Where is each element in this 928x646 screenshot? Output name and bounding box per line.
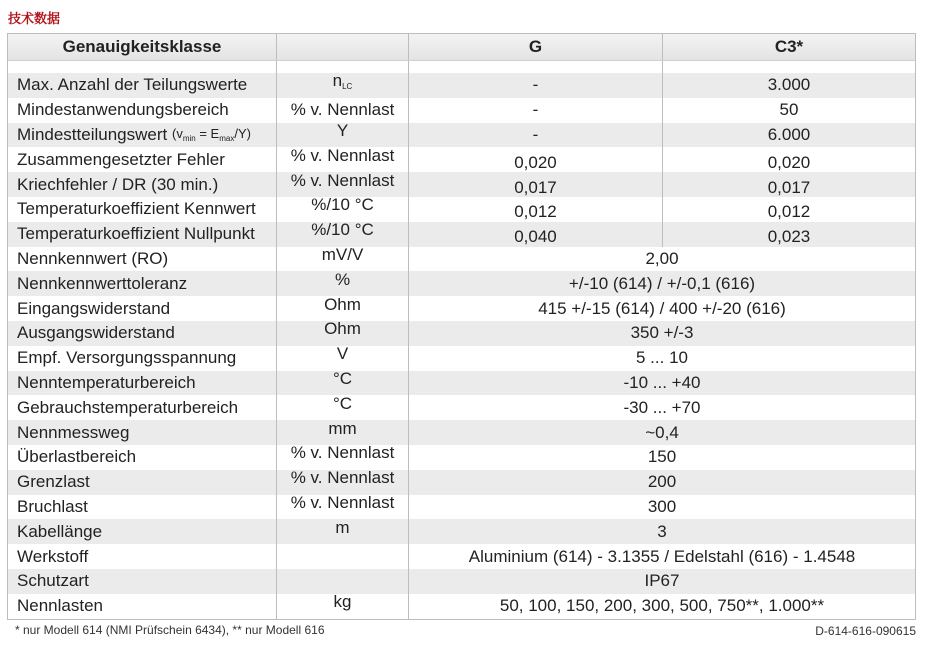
row-value: 5 ... 10 [636, 348, 688, 368]
table-row [8, 594, 915, 619]
row-unit: % v. Nennlast [277, 98, 409, 123]
row-label: Schutzart [8, 569, 277, 594]
row-value-c3: 0,020 [767, 152, 811, 172]
table-row [8, 420, 915, 445]
row-label: Temperaturkoeffizient Kennwert [8, 197, 277, 222]
row-unit: °C [277, 371, 409, 396]
row-label: Nennlasten [8, 594, 277, 619]
row-label: Bruchlast [8, 495, 277, 520]
row-label: Eingangswiderstand [8, 296, 277, 321]
row-unit: Y [277, 123, 409, 148]
row-value-c3: 0,023 [767, 227, 811, 247]
table-row [8, 368, 915, 396]
table-row [8, 569, 915, 594]
row-unit: m [277, 519, 409, 544]
row-value: 300 [647, 496, 677, 516]
row-label: Kriechfehler / DR (30 min.) [8, 172, 277, 197]
footnote: * nur Modell 614 (NMI Prüfschein 6434), ** nur Modell 616 [15, 623, 325, 637]
table-row [8, 244, 915, 272]
table-row [8, 271, 915, 296]
row-label: Mindestteilungswert $(v_{min} = E_{max}/Y)$ [8, 123, 277, 148]
table-row [8, 222, 915, 247]
row-value: 2,00 [645, 248, 679, 268]
row-value: -10 ... +40 [623, 372, 701, 392]
row-unit: % v. Nennlast [277, 172, 409, 197]
table-row [8, 519, 915, 544]
row-value: 415 +/-15 (614) / 400 +/-20 (616) [538, 298, 786, 318]
row-label: Temperaturkoeffizient Nullpunkt [8, 222, 277, 247]
row-unit: % [277, 271, 409, 296]
row-value: -30 ... +70 [623, 397, 701, 417]
row-unit [277, 569, 409, 594]
row-value: Aluminium (614) - 3.1355 / Edelstahl (616) - 1.4548 [468, 546, 856, 566]
row-value-c3: 6.000 [767, 124, 811, 144]
row-unit: $n_{LC}$ [277, 73, 409, 98]
row-value-g: - [409, 73, 663, 98]
table-row [8, 98, 915, 123]
row-label: Empf. Versorgungsspannung [8, 346, 277, 371]
table-row [8, 445, 915, 470]
header-accuracy-class: Genauigkeitsklasse [8, 34, 277, 60]
row-unit: °C [277, 395, 409, 420]
table-row [8, 120, 915, 148]
table-row [8, 172, 915, 197]
row-label: Nennkennwert (RO) [8, 247, 277, 272]
row-unit: % v. Nennlast [277, 147, 409, 172]
row-value-g: 0,012 [409, 197, 663, 222]
header-class-c3: C3* [774, 37, 804, 56]
section-title: 技术数据 [8, 12, 61, 27]
row-unit: mm [277, 420, 409, 445]
table-row [8, 296, 915, 321]
header-class-g: G [409, 34, 663, 60]
table-row [8, 197, 915, 222]
table-row [8, 395, 915, 420]
row-label: Nenntemperaturbereich [8, 371, 277, 396]
header-unit [277, 34, 409, 60]
row-value-g: 0,017 [409, 172, 663, 197]
row-unit [277, 544, 409, 569]
row-value-g: - [409, 123, 663, 148]
row-value: 50, 100, 150, 200, 300, 500, 750**, 1.000** [499, 596, 825, 616]
row-unit: % v. Nennlast [277, 495, 409, 520]
row-value: +/-10 (614) / +/-0,1 (616) [568, 273, 756, 293]
row-value: ~0,4 [645, 422, 679, 442]
header-spacer [8, 61, 915, 73]
table-row [8, 346, 915, 371]
row-value: 3 [657, 521, 667, 541]
row-value-c3: 50 [779, 100, 799, 120]
row-label: Nennkennwerttoleranz [8, 271, 277, 296]
row-value-g: - [409, 98, 663, 123]
row-label: Mindestanwendungsbereich [8, 98, 277, 123]
spec-table [7, 33, 916, 620]
row-unit: % v. Nennlast [277, 445, 409, 470]
row-unit: %/10 °C [277, 197, 409, 222]
row-label: Ausgangswiderstand [8, 321, 277, 346]
row-label: Zusammengesetzter Fehler [8, 147, 277, 172]
table-row [8, 470, 915, 495]
row-value-c3: 0,017 [767, 177, 811, 197]
table-row [8, 492, 915, 520]
row-value: 350 +/-3 [630, 323, 694, 343]
row-unit: Ohm [277, 321, 409, 346]
table-row [8, 147, 915, 172]
row-label: Nennmessweg [8, 420, 277, 445]
row-value-c3: 0,012 [767, 202, 811, 222]
row-value-g: 0,040 [409, 222, 663, 247]
table-header [8, 34, 915, 61]
table-row [8, 73, 915, 98]
row-value: 150 [647, 447, 677, 467]
row-label: Max. Anzahl der Teilungswerte [8, 73, 277, 98]
row-value: IP67 [644, 571, 680, 591]
row-value: 200 [647, 472, 677, 492]
row-label: Grenzlast [8, 470, 277, 495]
row-value-g: 0,020 [409, 147, 663, 172]
row-value-c3: 3.000 [767, 75, 811, 95]
row-label: Werkstoff [8, 544, 277, 569]
row-unit: V [277, 346, 409, 371]
row-unit: % v. Nennlast [277, 470, 409, 495]
row-label: Überlastbereich [8, 445, 277, 470]
table-row [8, 544, 915, 569]
table-row [8, 321, 915, 346]
row-unit: %/10 °C [277, 222, 409, 247]
row-unit: mV/V [277, 247, 409, 272]
row-unit: Ohm [277, 296, 409, 321]
row-unit: kg [277, 594, 409, 619]
row-label: Gebrauchstemperaturbereich [8, 395, 277, 420]
row-label: Kabellänge [8, 519, 277, 544]
document-code: D-614-616-090615 [815, 624, 916, 638]
